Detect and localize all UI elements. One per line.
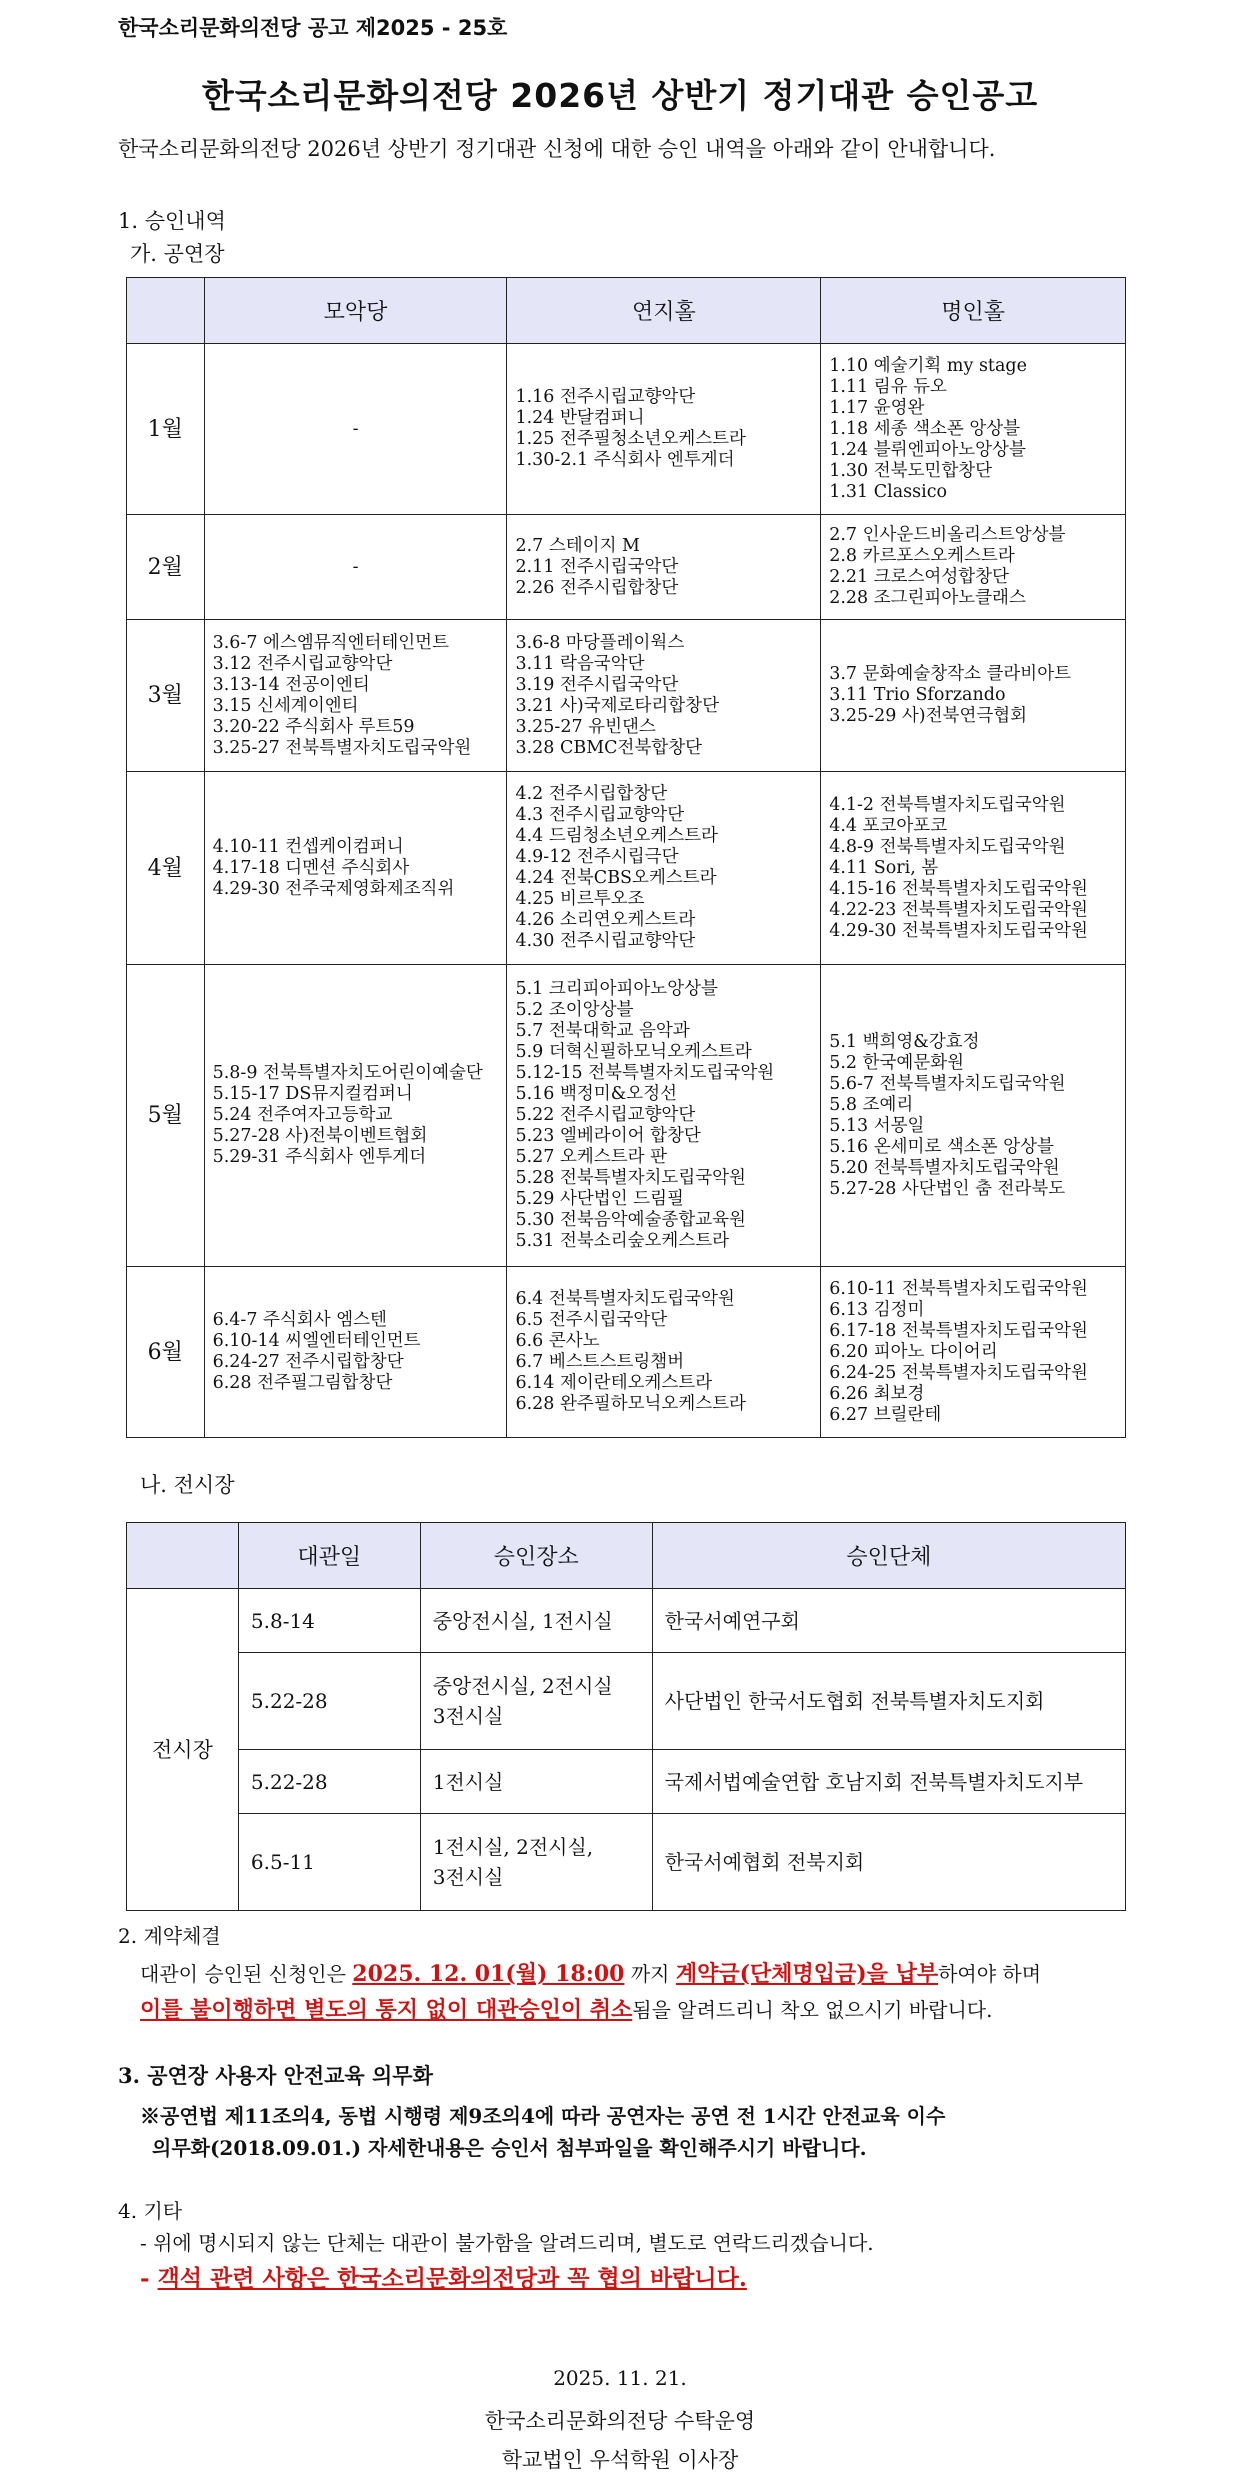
footer-org: 한국소리문화의전당 수탁운영	[484, 2409, 756, 2433]
booking-entry: 6.7 베스트스트링챔버	[515, 1352, 685, 1372]
booking-entry: 6.28 전주필그림합창단	[212, 1373, 393, 1393]
booking-entry: 4.25 비르투오조	[515, 889, 645, 909]
booking-entry: 5.12-15 전북특별자치도립국악원	[515, 1063, 775, 1083]
booking-entry: 5.29-31 주식회사 엔투게더	[212, 1147, 427, 1167]
section2-heading: 2. 계약체결	[118, 1924, 221, 1948]
booking-entry: 1.10 예술기획 my stage	[829, 355, 1027, 376]
booking-entry: 3.15 신세계이엔티	[212, 695, 359, 716]
booking-entry: 1.18 세종 색소폰 앙상블	[829, 418, 1021, 439]
section2-l1-c: 하여야 하며	[938, 1962, 1042, 1986]
booking-entry: 1.31 Classico	[829, 481, 948, 502]
seating-notice: 객석 관련 사항은 한국소리문화의전당과 꼭 협의 바랍니다.	[157, 2265, 747, 2292]
booking-entry: 3.28 CBMC전북합창단	[515, 737, 703, 758]
booking-entry: 4.29-30 전주국제영화제조직위	[212, 878, 455, 899]
exhibit-place-line: 중앙전시실, 2전시실	[432, 1674, 613, 1698]
booking-entry: 1.11 림유 듀오	[829, 376, 947, 397]
booking-entry: 6.24-27 전주시립합창단	[212, 1352, 404, 1372]
booking-entry: 5.8 조예리	[829, 1094, 914, 1115]
deposit-notice: 계약금(단체명입금)을 납부	[675, 1961, 939, 1987]
booking-entry: 2.7 인사운드비올리스트앙상블	[829, 525, 1066, 545]
exhibit-place-line: 1전시실	[432, 1769, 504, 1794]
exhibit-group: 국제서법예술연합 호남지회 전북특별자치도지부	[652, 1750, 1125, 1814]
booking-entry: 3.12 전주시립교향악단	[212, 653, 393, 674]
exhibit-group: 한국서예연구회	[652, 1589, 1125, 1653]
booking-entry: 2.26 전주시립합창단	[515, 577, 679, 598]
booking-entry: 3.11 Trio Sforzando	[829, 685, 1006, 705]
booking-entry: 5.1 백희영&강효정	[829, 1031, 980, 1052]
booking-entry: 6.14 제이란테오케스트라	[515, 1373, 713, 1393]
booking-entry: 5.30 전북음악예술종합교육원	[515, 1210, 746, 1230]
booking-entry: 2.8 카르포스오케스트라	[829, 546, 1015, 566]
booking-entry: 2.28 조그린피아노클래스	[829, 588, 1026, 608]
moak-cell	[204, 1267, 507, 1438]
section2-line2	[140, 1993, 992, 2024]
booking-entry: 5.8-9 전북특별자치도어린이예술단	[212, 1063, 483, 1083]
moak-cell	[204, 515, 507, 620]
booking-entry: 5.23 엘베라이어 합창단	[515, 1126, 701, 1146]
booking-entry: 5.9 더혁신필하모닉오케스트라	[515, 1042, 752, 1062]
month-cell: 2월	[127, 515, 205, 620]
yeonji-cell	[507, 1267, 821, 1438]
booking-entry: 6.17-18 전북특별자치도립국악원	[829, 1320, 1088, 1341]
booking-entry: 6.24-25 전북특별자치도립국악원	[829, 1362, 1088, 1383]
booking-entry: 5.28 전북특별자치도립국악원	[515, 1168, 746, 1188]
month-cell: 5월	[127, 965, 205, 1267]
month-cell: 3월	[127, 620, 205, 772]
footer-date: 2025. 11. 21.	[553, 2366, 687, 2390]
yeonji-cell	[507, 772, 821, 965]
booking-entry: 5.6-7 전북특별자치도립국악원	[829, 1073, 1066, 1094]
exhibit-category: 전시장	[127, 1589, 239, 1911]
booking-entry: 5.27-28 사)전북이벤트협회	[212, 1126, 428, 1146]
booking-entry: 6.26 최보경	[829, 1383, 925, 1404]
contract-deadline: 2025. 12. 01(월) 18:00	[352, 1961, 625, 1987]
booking-entry: 6.10-11 전북특별자치도립국악원	[829, 1278, 1088, 1299]
booking-entry: 5.2 한국예문화원	[829, 1052, 965, 1073]
booking-entry: 4.2 전주시립합창단	[515, 784, 668, 804]
booking-entry: 5.13 서몽일	[829, 1115, 925, 1136]
booking-entry: 6.4 전북특별자치도립국악원	[515, 1289, 735, 1309]
venue-row	[127, 1267, 1126, 1438]
booking-entry: 5.24 전주여자고등학교	[212, 1105, 393, 1125]
booking-entry: 2.7 스테이지 M	[515, 535, 640, 556]
notice-number: 한국소리문화의전당 공고 제2025 - 25호	[118, 16, 508, 40]
exhibit-date: 5.8-14	[238, 1589, 420, 1653]
booking-entry: 4.22-23 전북특별자치도립국악원	[829, 899, 1088, 920]
booking-entry: 4.4 포코아포코	[829, 815, 948, 836]
myeongin-cell	[821, 620, 1126, 772]
section1-heading: 1. 승인내역	[118, 209, 226, 233]
booking-entry: 5.15-17 DS뮤지컬컴퍼니	[212, 1084, 413, 1104]
moak-cell	[204, 344, 507, 515]
venue-row	[127, 515, 1126, 620]
venue-row	[127, 344, 1126, 515]
booking-entry: 5.27 오케스트라 판	[515, 1147, 667, 1167]
booking-entry: 4.3 전주시립교향악단	[515, 805, 685, 825]
booking-entry: -	[352, 556, 359, 577]
exhibit-header-date: 대관일	[238, 1523, 420, 1589]
booking-entry: 3.25-27 전북특별자치도립국악원	[212, 737, 472, 758]
booking-entry: 4.29-30 전북특별자치도립국악원	[829, 920, 1088, 941]
booking-entry: 3.19 전주시립국악단	[515, 674, 679, 695]
booking-entry: 1.17 윤영완	[829, 397, 925, 418]
booking-entry: 2.11 전주시립국악단	[515, 556, 679, 577]
moak-cell	[204, 965, 507, 1267]
exhibit-group: 사단법인 한국서도협회 전북특별자치도지회	[652, 1653, 1125, 1750]
myeongin-cell	[821, 772, 1126, 965]
footer-sign: 학교법인 우석학원 이사장	[501, 2448, 739, 2472]
booking-entry: 1.30 전북도민합창단	[829, 460, 993, 481]
booking-entry: 3.11 락음국악단	[515, 653, 645, 674]
exhibit-row	[127, 1814, 1126, 1911]
venue-header-moak: 모악당	[204, 278, 507, 344]
booking-entry: 3.6-7 에스엠뮤직엔터테인먼트	[212, 632, 449, 653]
myeongin-cell	[821, 1267, 1126, 1438]
exhibit-date: 5.22-28	[238, 1750, 420, 1814]
booking-entry: 4.10-11 컨셉케이컴퍼니	[212, 836, 404, 857]
booking-entry: 4.15-16 전북특별자치도립국악원	[829, 878, 1088, 899]
section3-line2: 의무화(2018.09.01.) 자세한내용은 승인서 첨부파일을 확인해주시기 바랍니다.	[152, 2136, 867, 2160]
yeonji-cell	[507, 515, 821, 620]
venue-row	[127, 772, 1126, 965]
venue-header-yeonji: 연지홀	[507, 278, 821, 344]
booking-entry: 4.17-18 디멘션 주식회사	[212, 857, 410, 878]
month-cell: 6월	[127, 1267, 205, 1438]
booking-entry: 5.27-28 사단법인 춤 전라북도	[829, 1178, 1066, 1199]
exhibit-place-line: 3전시실	[432, 1865, 504, 1889]
booking-entry: 5.16 온세미로 색소폰 앙상블	[829, 1136, 1054, 1157]
section4-line1: - 위에 명시되지 않는 단체는 대관이 불가함을 알려드리며, 별도로 연락드리겠습니다.	[140, 2231, 874, 2255]
section3-heading: 3. 공연장 사용자 안전교육 의무화	[118, 2063, 433, 2088]
booking-entry: 4.30 전주시립교향악단	[515, 931, 696, 951]
booking-entry: 3.6-8 마당플레이웍스	[515, 632, 685, 653]
cancellation-warning: 이를 불이행하면 별도의 통지 없이 대관승인이 취소	[140, 1997, 633, 2023]
moak-cell	[204, 772, 507, 965]
intro-text: 한국소리문화의전당 2026년 상반기 정기대관 신청에 대한 승인 내역을 아래와 같이 안내합니다.	[118, 137, 996, 161]
month-cell: 4월	[127, 772, 205, 965]
moak-cell	[204, 620, 507, 772]
booking-entry: 5.2 조이앙상블	[515, 1000, 634, 1020]
yeonji-cell	[507, 965, 821, 1267]
booking-entry: 6.10-14 씨엘엔터테인먼트	[212, 1331, 421, 1351]
booking-entry: 5.7 전북대학교 음악과	[515, 1021, 690, 1041]
booking-entry: 5.22 전주시립교향악단	[515, 1105, 696, 1125]
section2-line1	[140, 1957, 1041, 1988]
booking-entry: 3.21 사)국제로타리합창단	[515, 695, 719, 716]
exhibit-header-place: 승인장소	[420, 1523, 652, 1589]
venue-header-myeongin: 명인홀	[821, 278, 1126, 344]
exhibit-place-line: 1전시실, 2전시실,	[432, 1835, 594, 1859]
booking-entry: 6.4-7 주식회사 엠스텐	[212, 1310, 387, 1330]
booking-entry: 5.29 사단법인 드림필	[515, 1189, 684, 1209]
booking-entry: 1.24 블뤼엔피아노앙상블	[829, 439, 1026, 460]
booking-entry: 4.8-9 전북특별자치도립국악원	[829, 836, 1066, 857]
exhibit-place-line: 3전시실	[432, 1704, 504, 1728]
booking-entry: 3.20-22 주식회사 루트59	[212, 716, 415, 737]
myeongin-cell	[821, 344, 1126, 515]
booking-entry: 5.31 전북소리숲오케스트라	[515, 1231, 730, 1251]
exhibit-place	[420, 1750, 652, 1814]
exhibit-header-group: 승인단체	[652, 1523, 1125, 1589]
booking-entry: 3.7 문화예술창작소 클라비아트	[829, 664, 1072, 684]
venue-table	[126, 277, 1126, 1438]
venue-row	[127, 965, 1126, 1267]
booking-entry: 6.20 피아노 다이어리	[829, 1341, 998, 1362]
page-title: 한국소리문화의전당 2026년 상반기 정기대관 승인공고	[201, 76, 1039, 115]
booking-entry: 4.9-12 전주시립극단	[515, 847, 679, 867]
booking-entry: 6.27 브릴란테	[829, 1404, 942, 1425]
booking-entry: 1.30-2.1 주식회사 엔투게더	[515, 450, 735, 470]
exhibit-date: 6.5-11	[238, 1814, 420, 1911]
exhibit-date: 5.22-28	[238, 1653, 420, 1750]
section4-dash: -	[140, 2265, 158, 2292]
yeonji-cell	[507, 620, 821, 772]
section2-l1-a: 대관이 승인된 신청인은	[140, 1962, 353, 1986]
exhibit-group: 한국서예협회 전북지회	[652, 1814, 1125, 1911]
exhibit-place-line: 중앙전시실, 1전시실	[432, 1608, 613, 1633]
booking-entry: 1.24 반달컴퍼니	[515, 408, 645, 428]
exhibit-place	[420, 1814, 652, 1911]
venue-header-empty	[127, 278, 205, 344]
exhibit-header-empty	[127, 1523, 239, 1589]
exhibit-place	[420, 1589, 652, 1653]
exhibit-row	[127, 1589, 1126, 1653]
section1-sub-a: 가. 공연장	[130, 242, 225, 266]
exhibit-row	[127, 1750, 1126, 1814]
section1-sub-b: 나. 전시장	[140, 1473, 235, 1497]
booking-entry: 5.1 크리피아피아노앙상블	[515, 979, 718, 999]
booking-entry: 5.20 전북특별자치도립국악원	[829, 1157, 1060, 1178]
booking-entry: 1.16 전주시립교향악단	[515, 387, 696, 407]
section3-line1: ※공연법 제11조의4, 동법 시행령 제9조의4에 따라 공연자는 공연 전 1시간 안전교육 이수	[140, 2104, 946, 2128]
booking-entry: 1.25 전주필청소년오케스트라	[515, 429, 746, 449]
section4-heading: 4. 기타	[118, 2199, 183, 2223]
yeonji-cell	[507, 344, 821, 515]
booking-entry: 3.13-14 전공이엔티	[212, 674, 370, 695]
booking-entry: 3.25-27 유빈댄스	[515, 716, 656, 737]
booking-entry: 5.16 백정미&오정선	[515, 1084, 678, 1104]
exhibit-table	[126, 1522, 1126, 1911]
booking-entry: 3.25-29 사)전북연극협회	[829, 706, 1028, 726]
booking-entry: 4.4 드림청소년오케스트라	[515, 826, 718, 846]
section4-line2	[140, 2260, 747, 2293]
booking-entry: 6.28 완주필하모닉오케스트라	[515, 1394, 746, 1414]
exhibit-row	[127, 1653, 1126, 1750]
section2-l2-b: 됨을 알려드리니 착오 없으시기 바랍니다.	[632, 1998, 993, 2022]
myeongin-cell	[821, 965, 1126, 1267]
exhibit-place	[420, 1653, 652, 1750]
booking-entry: 6.13 김정미	[829, 1299, 925, 1320]
booking-entry: 2.21 크로스여성합창단	[829, 567, 1009, 587]
booking-entry: 6.6 콘사노	[515, 1331, 600, 1351]
booking-entry: 6.5 전주시립국악단	[515, 1310, 668, 1330]
myeongin-cell	[821, 515, 1126, 620]
booking-entry: 4.24 전북CBS오케스트라	[515, 868, 717, 888]
booking-entry: -	[352, 418, 359, 439]
month-cell: 1월	[127, 344, 205, 515]
booking-entry: 4.26 소리연오케스트라	[515, 910, 696, 930]
booking-entry: 4.11 Sori, 봄	[829, 857, 939, 878]
section2-l1-b: 까지	[624, 1962, 676, 1986]
venue-row	[127, 620, 1126, 772]
booking-entry: 4.1-2 전북특별자치도립국악원	[829, 794, 1066, 815]
